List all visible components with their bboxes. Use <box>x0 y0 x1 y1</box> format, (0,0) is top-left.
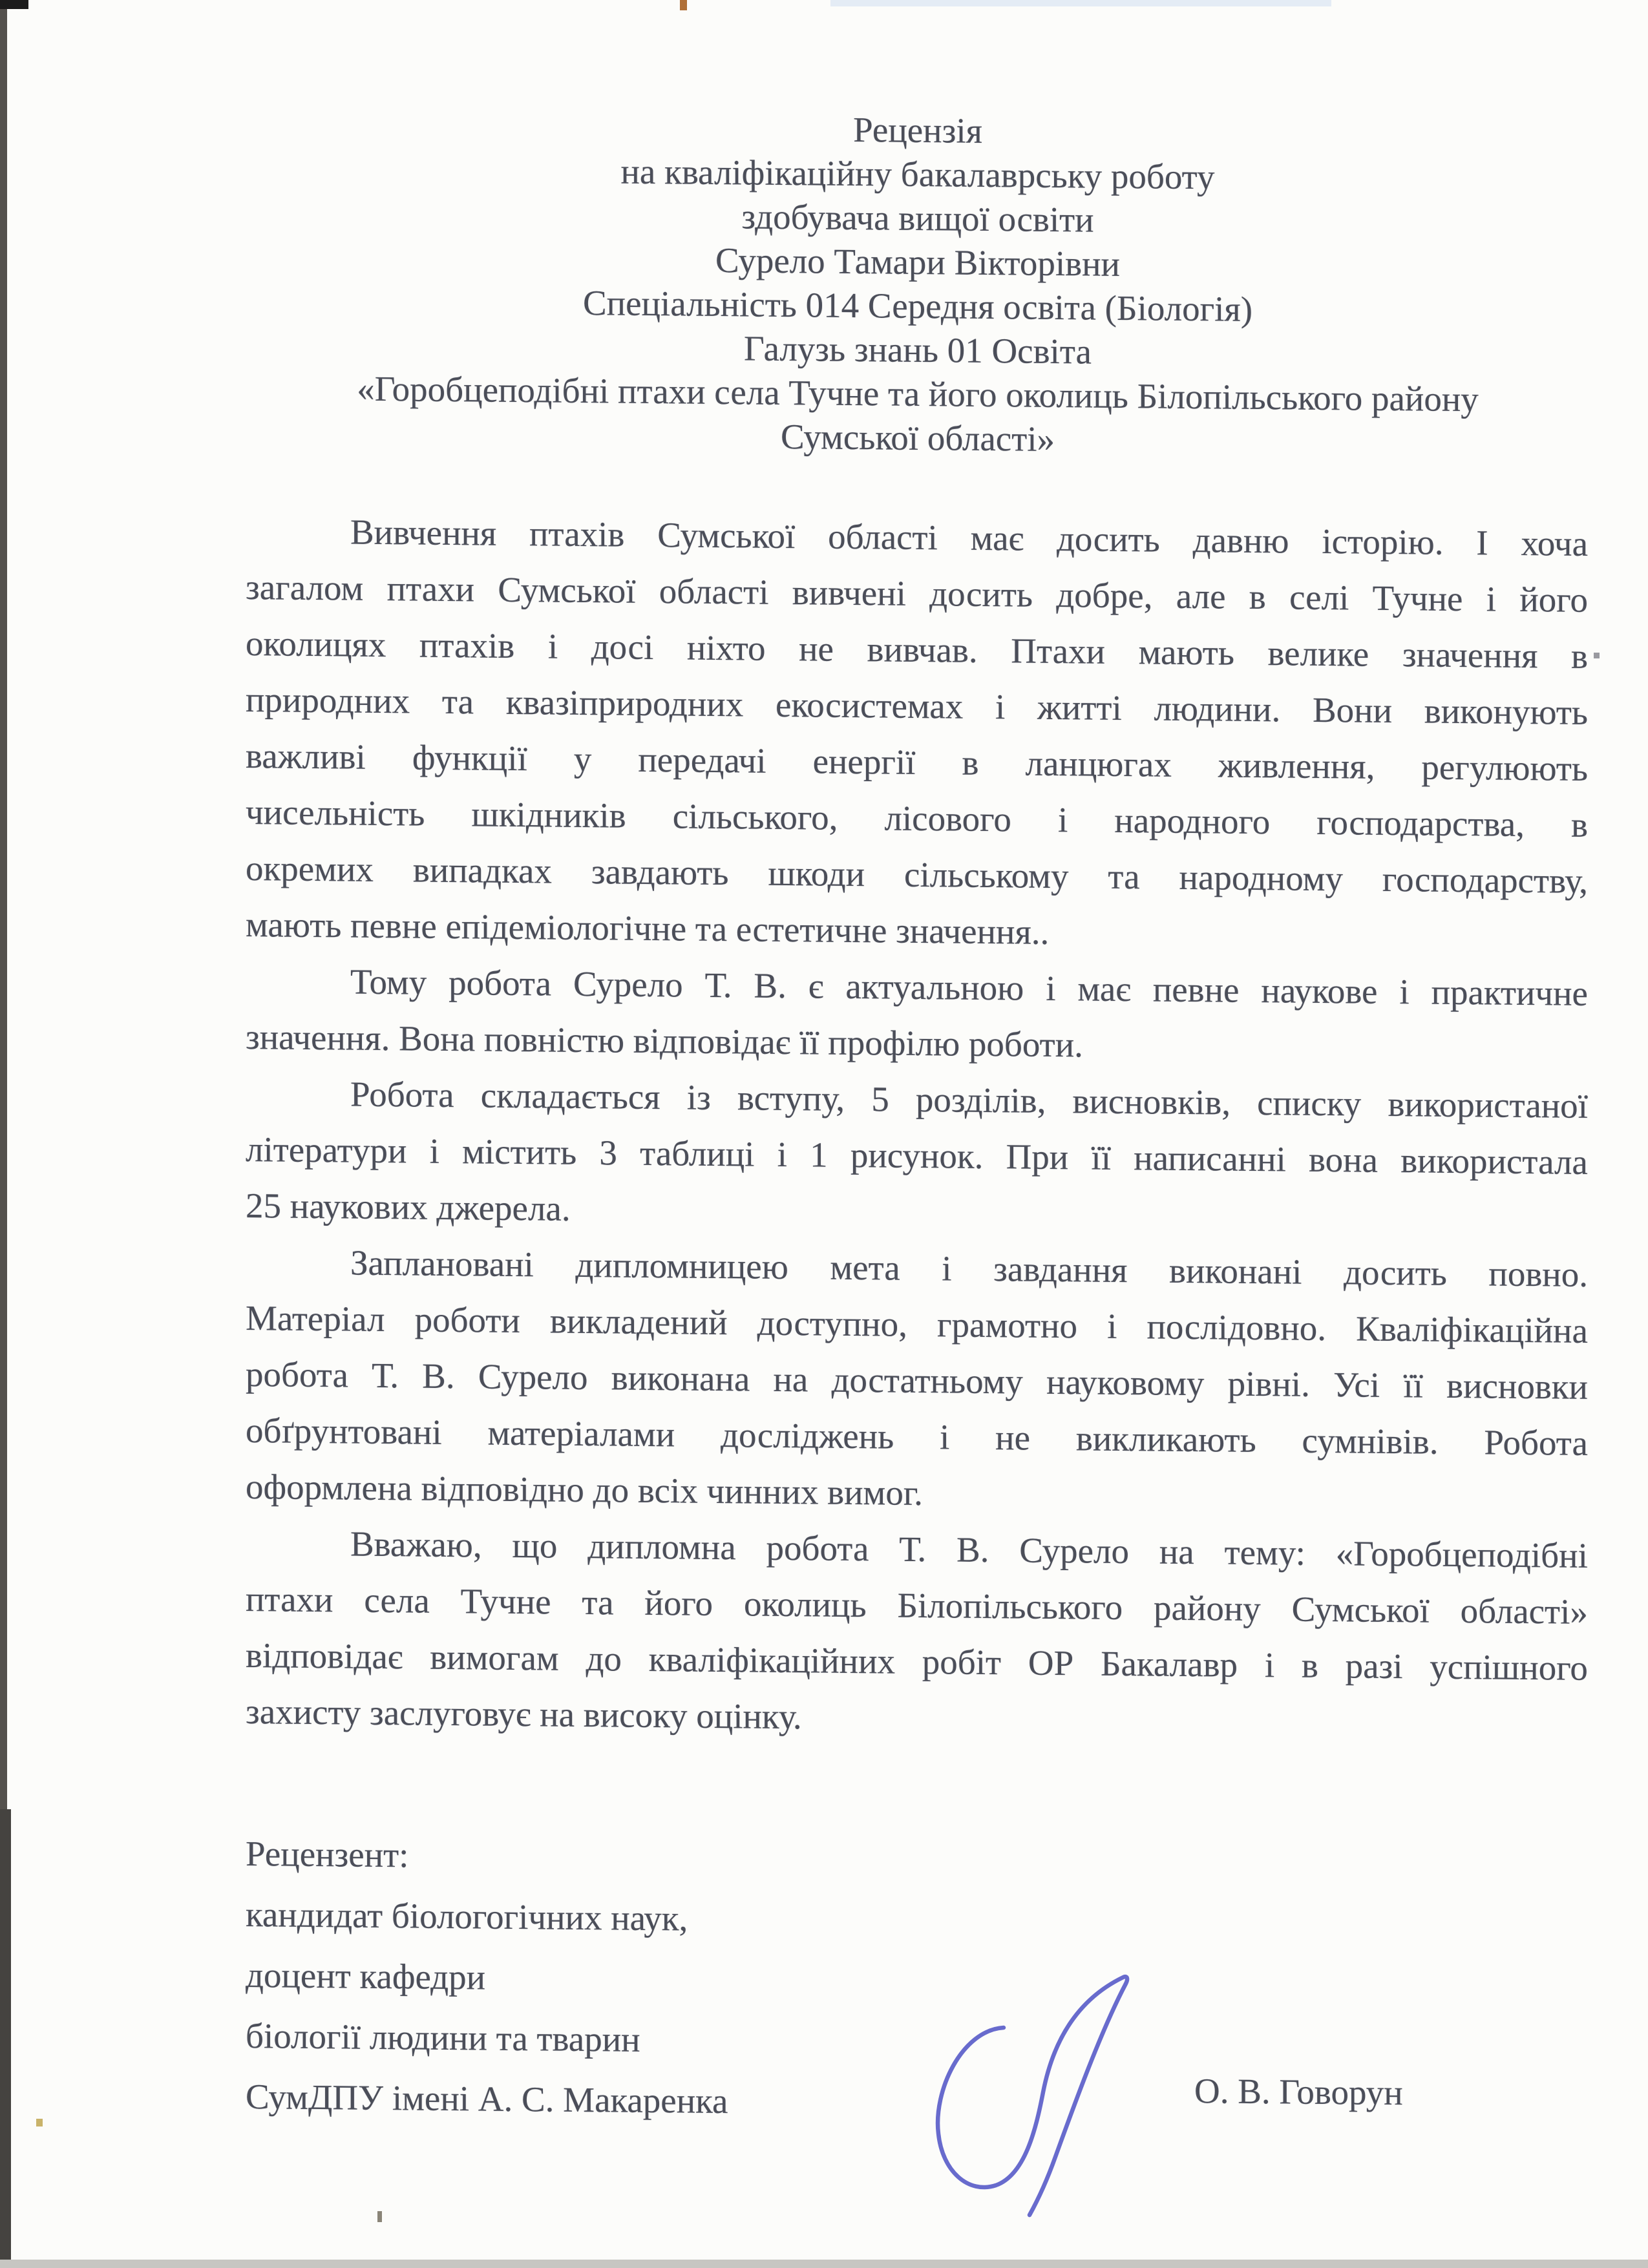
scan-speck <box>1594 653 1600 658</box>
body-line: 25 наукових джерела. <box>246 1186 571 1228</box>
scan-speck <box>377 2211 382 2222</box>
body-line: робота Т. В. Сурело виконана на достатньому науковому рівні. Усі її висновки <box>246 1354 1588 1407</box>
body-line: Заплановані дипломницею мета і завдання виконані досить повно. <box>350 1243 1588 1294</box>
scan-speck <box>680 0 687 10</box>
header-line: Спеціальність 014 Середня освіта (Біологія) <box>582 283 1253 329</box>
body-line: захисту заслуговує на високу оцінку. <box>246 1692 802 1737</box>
body-line: окремих випадках завдають шкоди сільському та народному господарству, <box>246 848 1588 901</box>
body-line: обґрунтовані матеріалами досліджень і не викликають сумнівів. Робота <box>246 1411 1588 1463</box>
signer-name: О. В. Говорун <box>1194 2071 1403 2113</box>
header-line: Сурело Тамари Вікторівни <box>715 240 1120 284</box>
header-line: здобувача вищої освіти <box>741 196 1094 240</box>
signature-line: доцент кафедри <box>246 1955 486 1997</box>
body-line: околицях птахів і досі ніхто не вивчав. Птахи мають велике значення в <box>246 624 1588 676</box>
scan-speck <box>36 2119 43 2126</box>
scan-corner-mark <box>0 0 28 9</box>
body-line: важливі функції у передачі енергії в ланцюгах живлення, регулюють <box>246 736 1588 788</box>
body-line: Робота складається із вступу, 5 розділів, висновків, списку використаної <box>350 1074 1588 1126</box>
scan-bottom-band <box>0 2260 1648 2268</box>
body-line: чисельність шкідників сільського, лісового і народного господарства, в <box>246 792 1588 845</box>
scan-left-edge-strip-lower <box>0 1809 11 2268</box>
scan-top-tint <box>830 0 1331 6</box>
body-line: Вважаю, що дипломна робота Т. В. Сурело на тему: «Горобцеподібні <box>350 1524 1588 1575</box>
body-line: літератури і містить 3 таблиці і 1 рисунок. При її написанні вона використала <box>246 1129 1588 1182</box>
header-line: Галузь знань 01 Освіта <box>744 328 1092 372</box>
signature-line: кандидат біологогічних наук, <box>246 1895 688 1938</box>
body-line: значення. Вона повністю відповідає її профілю роботи. <box>246 1017 1083 1065</box>
header-line: Рецензія <box>853 110 982 151</box>
signature-line: біології людини та тварин <box>246 2016 640 2059</box>
signature-line: Рецензент: <box>246 1834 409 1875</box>
body-line: загалом птахи Сумської області вивчені досить добре, але в селі Тучне і його <box>246 567 1588 620</box>
body-line: оформлена відповідно до всіх чинних вимог. <box>246 1467 923 1513</box>
body-line: відповідає вимогам до кваліфікаційних робіт ОР Бакалавр і в разі успішного <box>246 1635 1588 1688</box>
header-line: Сумської області» <box>780 416 1055 459</box>
body-line: Вивчення птахів Сумської області має досить давню історію. І хоча <box>350 512 1588 563</box>
signature-line: СумДПУ імені А. С. Макаренка <box>246 2077 728 2121</box>
header-line: «Горобцеподібні птахи села Тучне та його околиць Білопільського району <box>357 368 1479 419</box>
header-line: на кваліфікаційну бакалаврську роботу <box>620 151 1215 197</box>
body-line: птахи села Тучне та його околиць Білопільського району Сумської області» <box>246 1579 1588 1632</box>
body-line: Матеріал роботи викладений доступно, грамотно і послідовно. Кваліфікаційна <box>246 1298 1588 1350</box>
body-line: Тому робота Сурело Т. В. є актуальною і має певне наукове і практичне <box>350 961 1588 1013</box>
body-line: мають певне епідеміологічне та естетичне значення.. <box>246 905 1050 952</box>
body-line: природних та квазіприродних екосистемах і житті людини. Вони виконують <box>246 680 1588 732</box>
